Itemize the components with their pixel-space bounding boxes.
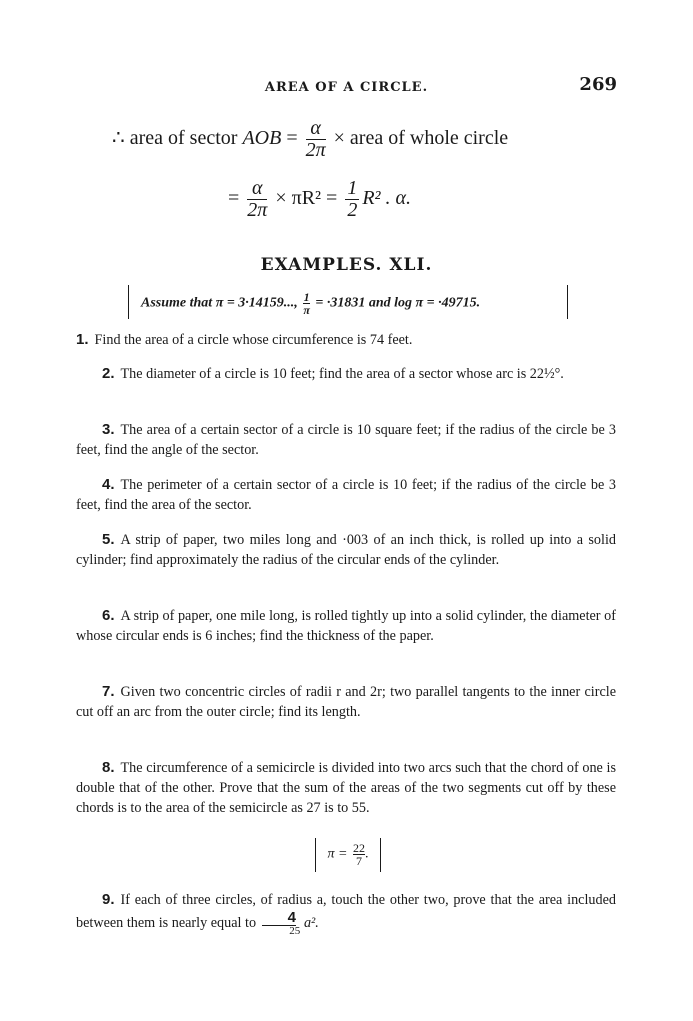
example-text: A strip of paper, one mile long, is rolled tightly up into a solid cylinder, the diameter of whose circular ends is 6 inches; find the thickness of the paper. bbox=[76, 608, 616, 644]
example-text: If each of three circles, of radius a, touch the other two, prove that the area included between them is nearly equal to bbox=[76, 892, 616, 931]
running-title: AREA OF A CIRCLE. bbox=[264, 80, 429, 95]
example-item bbox=[76, 890, 616, 937]
fraction-numerator: α bbox=[306, 118, 326, 140]
equation-sector-area-simplified bbox=[228, 178, 411, 221]
fraction-denominator: 25 bbox=[289, 925, 301, 937]
equals-sign: = bbox=[281, 127, 303, 150]
example-text: The perimeter of a certain sector of a circle is 10 feet; if the radius of the circle be 3 feet, find the area of the sector. bbox=[76, 477, 616, 513]
example-number: 6. bbox=[102, 607, 115, 624]
example-number: 1. bbox=[76, 331, 89, 348]
example-item bbox=[76, 420, 616, 460]
example-item bbox=[76, 364, 616, 384]
example-text: A strip of paper, two miles long and ·003 of an inch thick, is rolled up into a solid cylinder; find approximately the radius of the circular ends of the cylinder. bbox=[76, 532, 616, 568]
example-item bbox=[76, 606, 616, 646]
pi-approximation-suffix: . bbox=[364, 846, 369, 862]
fraction-denominator: π bbox=[303, 303, 310, 317]
equation-suffix: R² . α. bbox=[362, 187, 412, 210]
assumption-text-end: = ·31831 and log π = ·49715. bbox=[311, 295, 481, 311]
pi-approximation-prefix: π = bbox=[327, 846, 351, 862]
assumption-text-start: Assume that π = 3·14159..., bbox=[141, 295, 302, 311]
example-text: The area of a certain sector of a circle is 10 square feet; if the radius of the circle be 3 feet, find the angle of the sector. bbox=[76, 422, 616, 458]
fraction-numerator: 22 bbox=[352, 841, 365, 855]
fraction-four-over-twentyfive bbox=[262, 910, 302, 937]
equals-sign: = bbox=[228, 187, 245, 210]
example-9-suffix: a². bbox=[303, 914, 319, 931]
example-number: 4. bbox=[102, 476, 115, 493]
example-number: 7. bbox=[102, 683, 115, 700]
fraction-numerator: 1 bbox=[303, 290, 310, 304]
section-title: EXAMPLES. XLI. bbox=[260, 255, 433, 275]
example-number: 2. bbox=[102, 365, 115, 382]
page-header bbox=[0, 72, 693, 100]
sector-name: AOB bbox=[242, 127, 282, 150]
example-text: The circumference of a semicircle is divided into two arcs such that the chord of one is double that of the other. Prove that the sum of the areas of the two segments cut off by these chords is to the area of the semicircle as 27 is to 55. bbox=[76, 760, 616, 816]
fraction-numerator: 1 bbox=[347, 177, 358, 199]
equation-prefix: ∴ area of sector bbox=[112, 127, 243, 150]
page-number: 269 bbox=[579, 74, 617, 95]
fraction-22-over-7 bbox=[353, 842, 365, 867]
example-number: 8. bbox=[102, 759, 115, 776]
example-number: 5. bbox=[102, 531, 115, 548]
example-item bbox=[76, 682, 616, 722]
fraction-alpha-over-2pi bbox=[247, 178, 267, 221]
example-item bbox=[76, 758, 616, 818]
example-text: Find the area of a circle whose circumference is 74 feet. bbox=[94, 332, 413, 348]
example-item bbox=[76, 530, 616, 570]
example-number: 3. bbox=[102, 421, 115, 438]
example-text: The diameter of a circle is 10 feet; find the area of a sector whose arc is 22½°. bbox=[120, 366, 564, 382]
fraction-denominator: 2π bbox=[305, 139, 326, 161]
assumption-note bbox=[128, 285, 568, 319]
equation-suffix: × area of whole circle bbox=[328, 127, 509, 150]
fraction-one-half bbox=[345, 178, 359, 221]
fraction-denominator: 2 bbox=[347, 199, 358, 221]
fraction-numerator: α bbox=[247, 178, 267, 200]
example-text: Given two concentric circles of radii r and 2r; two parallel tangents to the inner circle cut off an arc from the outer circle; find its length. bbox=[76, 684, 616, 720]
fraction-denominator: 7 bbox=[355, 854, 362, 868]
example-item bbox=[76, 475, 616, 515]
equation-sector-area bbox=[112, 118, 508, 161]
equation-middle: × πR² = bbox=[270, 187, 343, 210]
fraction-one-over-pi bbox=[303, 291, 310, 316]
fraction-alpha-over-2pi bbox=[306, 118, 326, 161]
pi-approximation-note bbox=[315, 838, 381, 872]
example-item bbox=[76, 330, 616, 350]
example-number: 9. bbox=[102, 891, 115, 908]
fraction-numerator: 4 bbox=[262, 910, 296, 926]
fraction-denominator: 2π bbox=[247, 199, 268, 221]
